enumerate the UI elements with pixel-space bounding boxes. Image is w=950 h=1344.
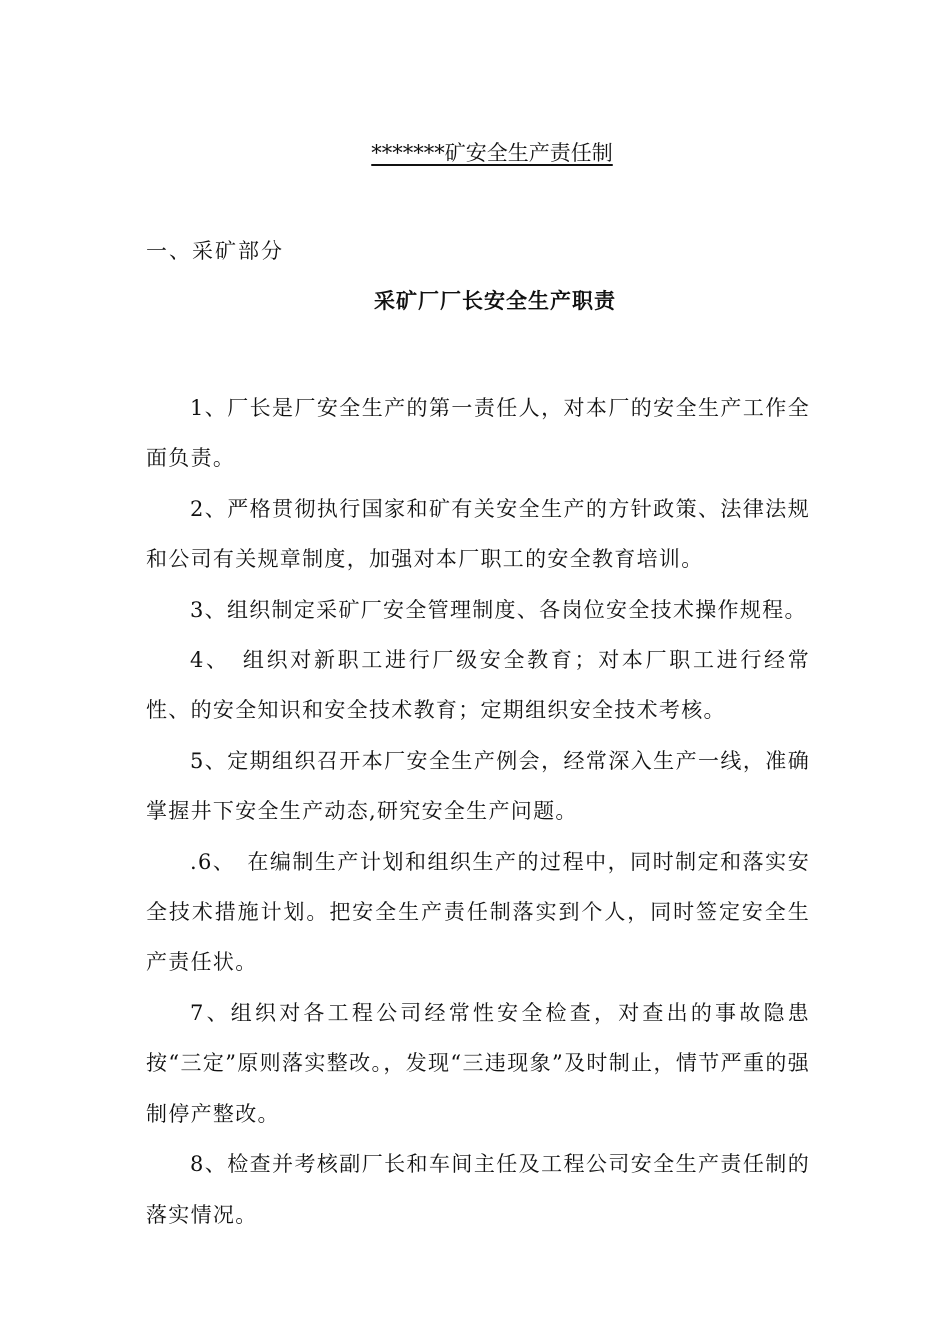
- document-title-text: *******矿安全生产责任制: [371, 141, 613, 165]
- paragraph-7: 7、组织对各工程公司经常性安全检查，对查出的事故隐患按“三定”原则落实整改。，发现“三违现象”及时制止，情节严重的强制停产整改。: [146, 1000, 810, 1126]
- paragraph-3: 3、组织制定采矿厂安全管理制度、各岗位安全技术操作规程。: [190, 597, 807, 622]
- document-body: [146, 383, 810, 1240]
- paragraph-8: 8、检查并考核副厂长和车间主任及工程公司安全生产责任制的落实情况。: [146, 1152, 810, 1227]
- document-title: [0, 138, 950, 168]
- paragraph-4: 4、 组织对新职工进行厂级安全教育；对本厂职工进行经常性、的安全知识和安全技术教育；定期组织安全技术考核。: [146, 648, 810, 723]
- responsibility-sub-title: 采矿厂厂长安全生产职责: [374, 288, 616, 313]
- section-heading: 一、采矿部分: [146, 239, 284, 263]
- paragraph-1: 1、厂长是厂安全生产的第一责任人，对本厂的安全生产工作全面负责。: [146, 396, 810, 471]
- paragraph-2: 2、严格贯彻执行国家和矿有关安全生产的方针政策、法律法规和公司有关规章制度，加强对本厂职工的安全教育培训。: [146, 496, 810, 572]
- paragraph-5: 5、定期组织召开本厂安全生产例会，经常深入生产一线，准确掌握井下安全生产动态,研究安全生产问题。: [146, 748, 810, 824]
- paragraph-6: .6、 在编制生产计划和组织生产的过程中，同时制定和落实安全技术措施计划。把安全生产责任制落实到个人，同时签定安全生产责任状。: [146, 849, 810, 975]
